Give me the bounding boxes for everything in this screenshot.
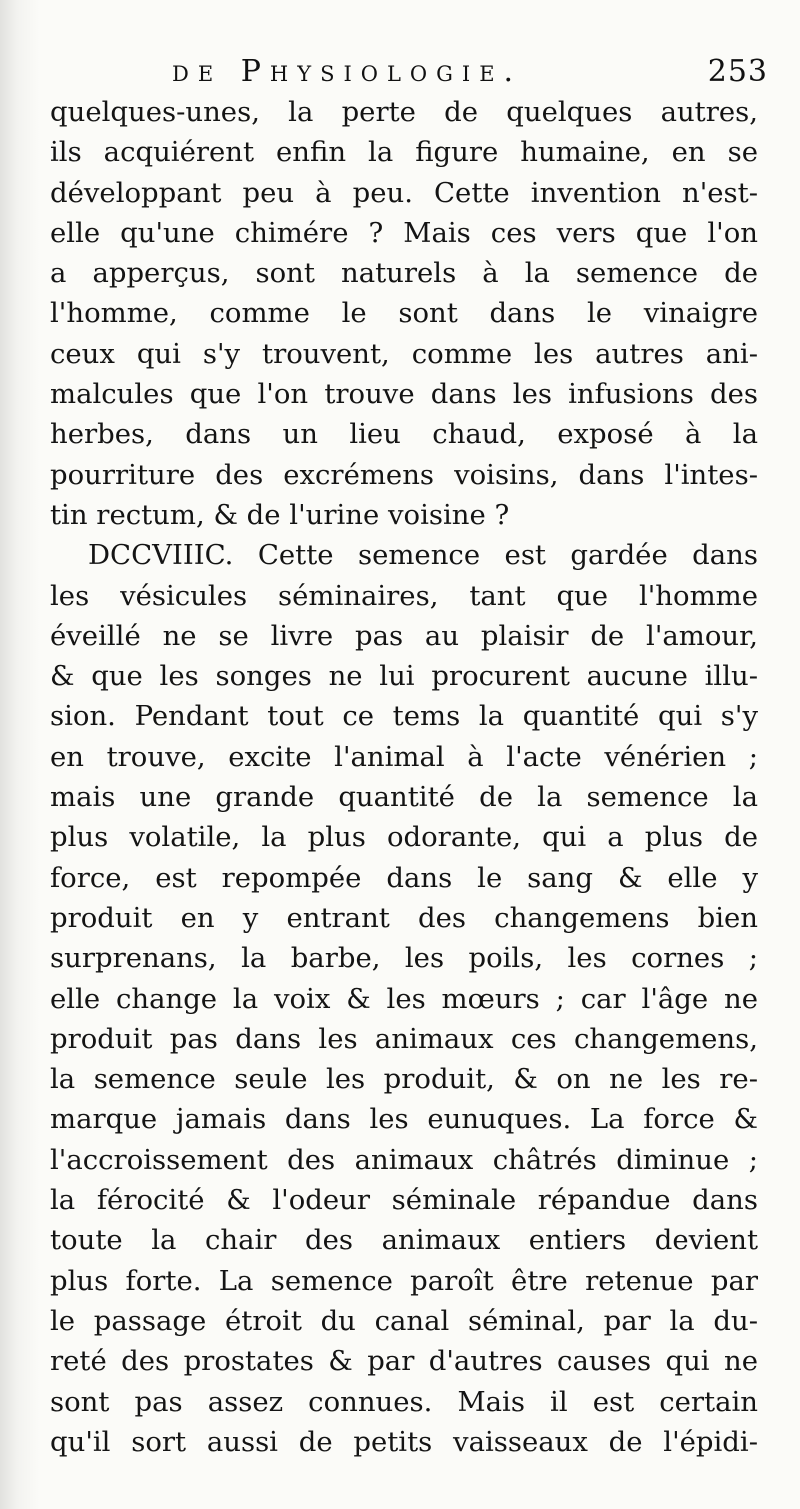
text-line: plus volatile, la plus odorante, qui a plus de [50, 821, 758, 854]
text-line: surprenans, la barbe, les poils, les cornes ; [50, 942, 758, 975]
text-line: qu'il sort aussi de petits vaisseaux de l'épidi- [50, 1425, 758, 1458]
text-line: en trouve, excite l'animal à l'acte vénérien ; [50, 740, 758, 773]
text-line: l'homme, comme le sont dans le vinaigre [50, 297, 758, 330]
text-line: toute la chair des animaux entiers devient [50, 1224, 758, 1257]
text-line: l'accroissement des animaux châtrés diminue ; [50, 1143, 758, 1176]
body-text [50, 92, 758, 1462]
text-line: plus forte. La semence paroît être retenue par [50, 1264, 758, 1297]
text-line: quelques-unes, la perte de quelques autres, [50, 96, 758, 128]
text-line: produit pas dans les animaux ces changemens, [50, 1022, 758, 1055]
text-line: ils acquiérent enfin la figure humaine, en se [50, 136, 758, 169]
page-number: 253 [707, 54, 768, 89]
text-line: mais une grande quantité de la semence la [50, 781, 758, 814]
text-line: le passage étroit du canal séminal, par la du- [50, 1304, 758, 1337]
text-line: a apperçus, sont naturels à la semence de [50, 257, 758, 290]
text-line: éveillé ne se livre pas au plaisir de l'amour, [50, 619, 758, 652]
text-line: elle qu'une chimére ? Mais ces vers que l'on [50, 216, 758, 249]
text-line: la semence seule les produit, & on ne les re- [50, 1063, 758, 1096]
text-line: elle change la voix & les mœurs ; car l'âge ne [50, 982, 758, 1015]
text-line: force, est repompée dans le sang & elle y [50, 861, 758, 894]
text-line: ceux qui s'y trouvent, comme les autres ani- [50, 337, 758, 370]
text-line: reté des prostates & par d'autres causes qui ne [50, 1345, 758, 1378]
running-head [52, 54, 768, 94]
text-line: pourriture des excrémens voisins, dans l'intes- [50, 458, 758, 491]
text-line: développant peu à peu. Cette invention n'est- [50, 176, 758, 209]
running-title: de Physiologie. [172, 54, 523, 89]
text-line: la férocité & l'odeur séminale répandue dans [50, 1184, 758, 1217]
text-line: produit en y entrant des changemens bien [50, 901, 758, 934]
text-line: les vésicules séminaires, tant que l'homme [50, 579, 758, 612]
text-line: sont pas assez connues. Mais il est certain [50, 1385, 758, 1418]
paragraph-start-line: DCCVIIIC. Cette semence est gardée dans [88, 539, 758, 572]
text-line: malcules que l'on trouve dans les infusions des [50, 378, 758, 411]
text-line: herbes, dans un lieu chaud, exposé à la [50, 418, 758, 451]
text-line: sion. Pendant tout ce tems la quantité qui s'y [50, 700, 758, 733]
text-line: marque jamais dans les eunuques. La force & [50, 1103, 758, 1136]
text-line: & que les songes ne lui procurent aucune illu- [50, 660, 758, 693]
text-line: tin rectum, & de l'urine voisine ? [50, 498, 510, 531]
